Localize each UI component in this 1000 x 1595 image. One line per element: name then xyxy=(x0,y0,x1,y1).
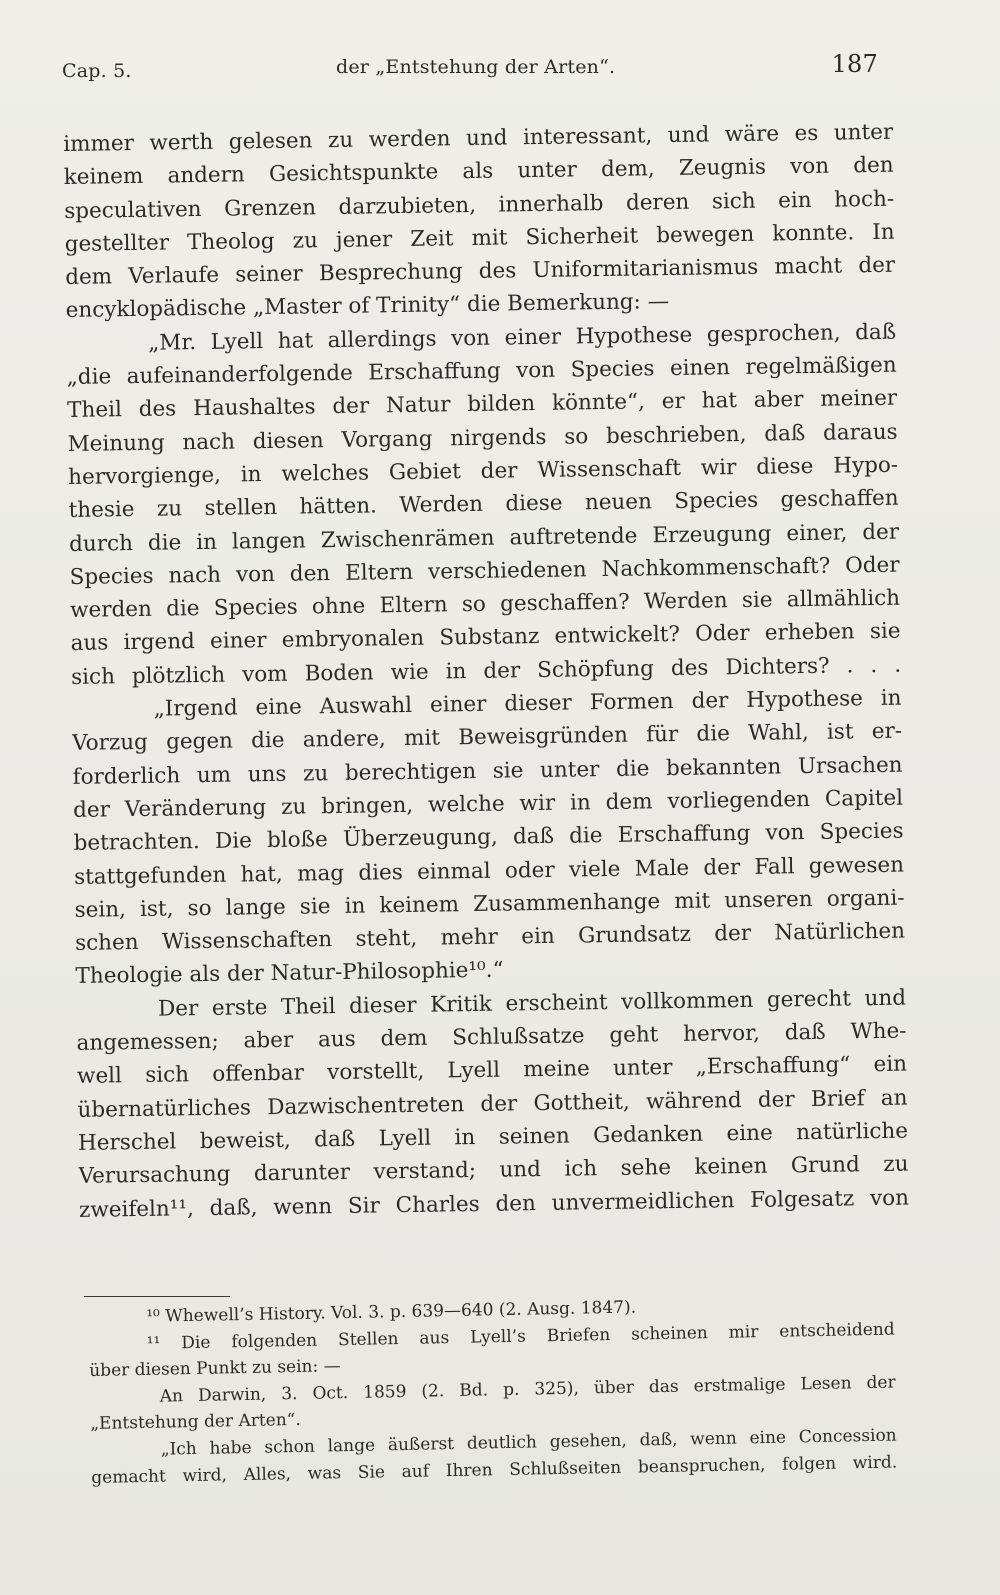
main-text-block xyxy=(63,116,909,1227)
footnote-line: ¹¹ Die folgenden Stellen aus Lyell’s Briefen scheinen mir entscheidend xyxy=(146,1319,895,1354)
text-line: durch die in langen Zwischenrämen auftretende Erzeugung einer, der xyxy=(68,519,900,557)
text-line: dem Verlaufe seiner Besprechung des Uniformitarianismus macht der xyxy=(65,252,896,291)
text-line: übernatürliches Dazwischentreten der Gottheit, während der Brief an xyxy=(77,1085,908,1123)
text-line: hervorgienge, in welches Gebiet der Wissenschaft wir diese Hypo- xyxy=(67,452,899,490)
text-line: immer werth gelesen zu werden und interessant, und wäre es unter xyxy=(63,119,894,157)
running-title: der „Entstehung der Arten“. xyxy=(336,56,616,78)
footnote-line: „Ich habe schon lange äußerst deutlich gesehen, daß, wenn eine Concession xyxy=(160,1425,897,1460)
text-line: Species nach von den Eltern verschiedenen Nachkommenschaft? Oder xyxy=(69,552,900,590)
text-line: gestellter Theolog zu jener Zeit mit Sicherheit bewegen konnte. In xyxy=(64,219,895,257)
text-line: thesie zu stellen hätten. Werden diese neuen Species geschaffen xyxy=(68,485,899,524)
text-line: zweifeln¹¹, daß, wenn Sir Charles den unvermeidlichen Folgesatz von xyxy=(78,1185,910,1223)
text-line: „die aufeinanderfolgende Erschaffung von Species einen regelmäßigen xyxy=(66,352,897,391)
text-line: Theologie als der Natur-Philosophie¹⁰.“ xyxy=(75,957,504,990)
text-line: encyklopädische „Master of Trinity“ die Bemerkung: — xyxy=(65,289,670,324)
running-header xyxy=(62,50,878,86)
footnote-line: über diesen Punkt zu sein: — xyxy=(89,1356,341,1382)
text-line: „Irgend eine Auswahl einer dieser Formen der Hypothese in xyxy=(153,685,902,722)
footnote-rule xyxy=(84,1296,230,1297)
footnote-line: „Entstehung der Arten“. xyxy=(90,1410,302,1435)
text-line: stattgefunden hat, mag dies einmal oder viele Male der Fall gewesen xyxy=(73,852,905,890)
text-line: well sich offenbar vorstellt, Lyell meine unter „Erschaffung“ ein xyxy=(76,1051,908,1090)
text-line: der Veränderung zu bringen, welche wir in dem vorliegenden Capitel xyxy=(72,785,904,823)
text-line: Der erste Theil dieser Kritik erscheint vollkommen gerecht und xyxy=(157,985,907,1022)
text-line: keinem andern Gesichtspunkte als unter dem, Zeugnis von den xyxy=(63,152,894,191)
footnotes-block xyxy=(88,1290,897,1492)
text-line: betrachten. Die bloße Überzeugung, daß die Erschaffung von Species xyxy=(73,818,904,857)
text-line: sein, ist, so lange sie in keinem Zusammenhange mit unseren organi- xyxy=(74,885,905,923)
text-line: sich plötzlich vom Boden wie in der Schöpfung des Dichters? . . . xyxy=(70,652,902,690)
text-line: Vorzug gegen die andere, mit Beweisgründen für die Wahl, ist er- xyxy=(71,718,903,757)
footnote-line: ¹⁰ Whewell’s History. Vol. 3. p. 639—640 (2. Ausg. 1847). xyxy=(146,1297,637,1327)
footnote-line: An Darwin, 3. Oct. 1859 (2. Bd. p. 325), über das erstmalige Lesen der xyxy=(159,1372,896,1407)
text-line: Verursachung darunter verstand; und ich sehe keinen Grund zu xyxy=(78,1151,909,1190)
text-line: Meinung nach diesen Vorgang nirgends so beschrieben, daß daraus xyxy=(67,419,898,457)
text-line: aus irgend einer embryonalen Substanz entwickelt? Oder erheben sie xyxy=(70,619,901,657)
text-line: Herschel beweist, daß Lyell in seinen Gedanken eine natürliche xyxy=(77,1118,909,1156)
text-line: werden die Species ohne Eltern so geschaffen? Werden sie allmählich xyxy=(69,585,901,624)
text-line: schen Wissenschaften steht, mehr ein Grundsatz der Natürlichen xyxy=(74,918,906,957)
text-line: Theil des Haushaltes der Natur bilden könnte“, er hat aber meiner xyxy=(67,386,898,424)
text-line: angemessen; aber aus dem Schlußsatze geht hervor, daß Whe- xyxy=(76,1018,907,1056)
chapter-label: Cap. 5. xyxy=(62,60,132,82)
text-line: „Mr. Lyell hat allerdings von einer Hypothese gesprochen, daß xyxy=(148,319,897,356)
footnote-line: gemacht wird, Alles, was Sie auf Ihren Schlußseiten beanspruchen, folgen wird. xyxy=(91,1452,898,1488)
text-line: forderlich um uns zu berechtigen sie unter die bekannten Ursachen xyxy=(72,752,903,790)
text-line: speculativen Grenzen darzubieten, innerhalb deren sich ein hoch- xyxy=(64,186,895,224)
page-number: 187 xyxy=(831,50,878,78)
